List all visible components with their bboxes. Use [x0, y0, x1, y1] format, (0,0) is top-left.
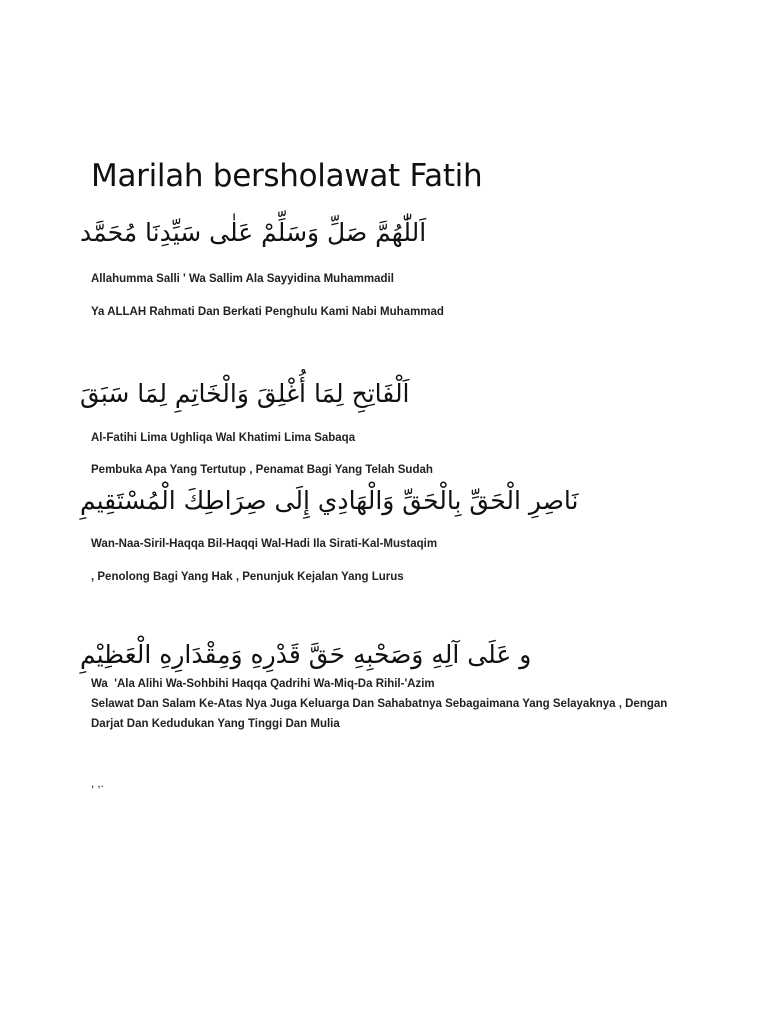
- verse-4-translation: Selawat Dan Salam Ke-Atas Nya Juga Keluarga Dan Sahabatnya Sebagaimana Yang Selayaknya , Dengan Darjat Dan Kedudukan Yang Tinggi Dan Mulia: [91, 698, 668, 730]
- verse-2-translation: Pembuka Apa Yang Tertutup , Penamat Bagi Yang Telah Sudah: [91, 464, 433, 476]
- verse-2-transliteration: Al-Fatihi Lima Ughliqa Wal Khatimi Lima Sabaqa: [91, 432, 356, 444]
- verse-4-arabic: و عَلَى آلِهِ وَصَحْبِهِ حَقَّ قَدْرِهِ وَمِقْدَارِهِ الْعَظِيْمِ: [80, 640, 532, 669]
- verse-2-arabic: اَلْفَاتِحِ لِمَا أُغْلِقَ وَالْخَاتِمِ لِمَا سَبَقَ: [80, 379, 410, 408]
- verse-3-transliteration: Wan-Naa-Siril-Haqqa Bil-Haqqi Wal-Hadi Ila Sirati-Kal-Mustaqim: [91, 538, 438, 550]
- verse-4-transliteration: Wa 'Ala Alihi Wa-Sohbihi Haqqa Qadrihi Wa-Miq-Da Rihil-'Azim: [91, 678, 435, 690]
- verse-3-arabic: نَاصِرِ الْحَقِّ بِالْحَقِّ وَالْهَادِي إِلَى صِرَاطِكَ الْمُسْتَقِيمِ: [80, 486, 579, 515]
- verse-1-transliteration: Allahumma Salli ' Wa Sallim Ala Sayyidina Muhammadil: [91, 273, 394, 285]
- verse-1-translation: Ya ALLAH Rahmati Dan Berkati Penghulu Kami Nabi Muhammad: [91, 306, 444, 318]
- verse-1-arabic: اَللّٰهُمَّ صَلِّ وَسَلِّمْ عَلٰى سَيِّدِنَا مُحَمَّد: [80, 218, 427, 247]
- verse-3-translation: , Penolong Bagi Yang Hak , Penunjuk Kejalan Yang Lurus: [91, 571, 404, 583]
- footer-mark: , ,.: [91, 778, 104, 790]
- page-title: Marilah bersholawat Fatih: [91, 158, 483, 194]
